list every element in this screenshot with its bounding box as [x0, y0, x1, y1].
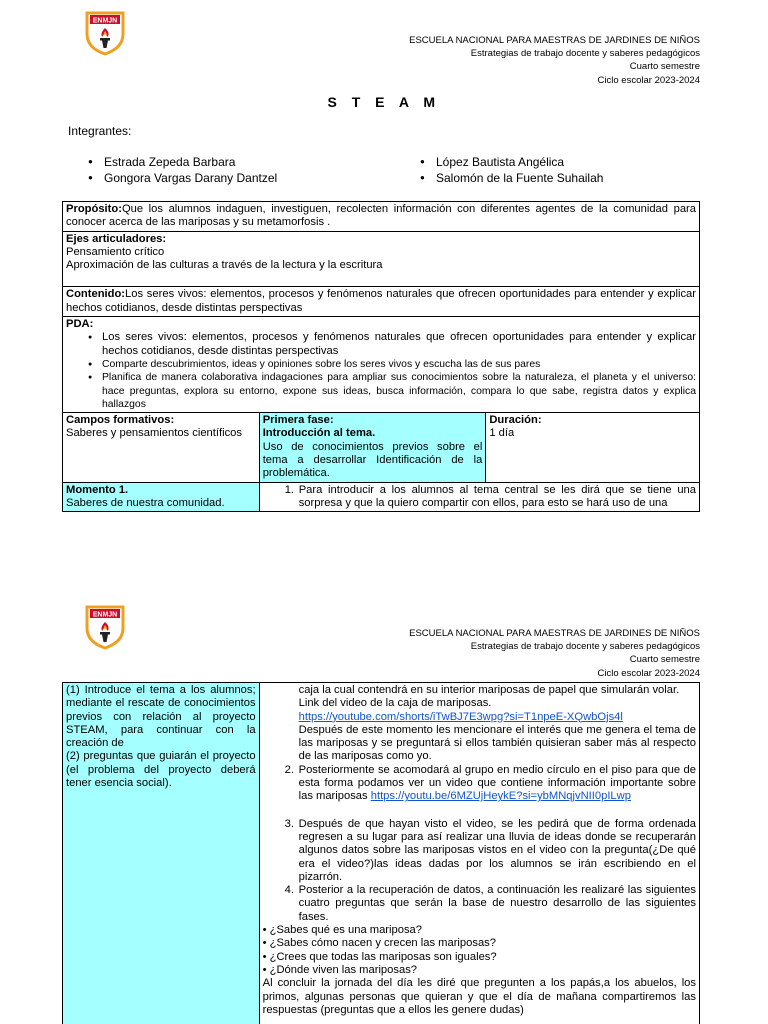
campos-cell — [63, 413, 260, 482]
member-item: ● Estrada Zepeda Barbara — [88, 154, 277, 170]
course-name: Estrategias de trabajo docente y saberes pedagógicos — [470, 48, 700, 60]
proposito-label: Propósito: — [66, 203, 122, 215]
institution-name: ESCUELA NACIONAL PARA MAESTRAS DE JARDINES DE NIÑOS — [409, 35, 700, 46]
table-row — [63, 317, 700, 413]
question-item: • ¿Dónde viven las mariposas? — [262, 963, 418, 976]
activities-cell — [259, 683, 699, 1024]
svg-text:ENMJN: ENMJN — [92, 611, 118, 619]
fase-label: Primera fase: — [262, 414, 334, 427]
document-title: S T E A M — [327, 94, 441, 110]
document-header — [409, 627, 700, 680]
campos-label: Campos formativos: — [66, 414, 175, 427]
pda-list — [88, 331, 696, 411]
closing-text: Al concluir la jornada del día les diré que pregunten a los papás,a los abuelos, los primos, algunas personas que quieran y que el día de mañana compartiremos las respuestas (preguntas que a ellos les genere dudas) — [262, 977, 696, 1016]
lesson-plan-table — [62, 201, 700, 512]
table-row — [63, 202, 700, 232]
school-cycle: Ciclo escolar 2023-2024 — [597, 74, 700, 86]
eje-item: Pensamiento crítico — [66, 245, 165, 258]
institution-name: ESCUELA NACIONAL PARA MAESTRAS DE JARDINES DE NIÑOS — [409, 628, 700, 639]
pda-label: PDA: — [66, 318, 94, 331]
video-label: Link del video de la caja de mariposas. — [298, 697, 492, 710]
course-name: Estrategias de trabajo docente y saberes pedagógicos — [470, 641, 700, 653]
table-row — [63, 683, 700, 1024]
fase-sublabel: Introducción al tema. — [262, 427, 376, 440]
video-link[interactable]: https://youtu.be/6MZUjHeykE?si=ybMNqjvNII0pILwp — [370, 790, 631, 803]
document-header — [409, 34, 700, 87]
members-label: Integrantes: — [68, 124, 132, 138]
semester: Cuarto semestre — [629, 61, 700, 73]
table-row — [63, 287, 700, 317]
question-item: • ¿Sabes cómo nacen y crecen las mariposas? — [262, 937, 496, 950]
activity-step: 1. Para introducir a los alumnos al tema central se les dirá que se tiene una sorpresa y que la quiero compartir con ellos, para esto se hará uso de una — [284, 483, 696, 509]
school-logo — [84, 10, 126, 56]
duracion-label: Duración: — [489, 414, 542, 427]
contenido-label: Contenido: — [66, 288, 126, 301]
question-item: • ¿Sabes qué es una mariposa? — [262, 924, 423, 937]
member-item: ● López Bautista Angélica — [420, 154, 603, 170]
video-link[interactable]: https://youtube.com/shorts/iTwBJ7E3wpg?si=T1npeE-XQwbOjs4l — [298, 710, 623, 723]
activity-step-continued: caja la cual contendrá en su interior mariposas de papel que simularán volar. Link del video de la caja de mariposas. https://youtube.com/shorts/iTwBJ7E3wpg?si=T1npeE-XQwbOjs4l Después de este momento les mencionare el interés que me genera el tema de las mariposas y se preguntará si ellos también quisieran saber más al respecto de las mariposas como yo. — [298, 684, 696, 763]
shield-logo-icon — [84, 10, 126, 56]
contenido-text: Los seres vivos: elementos, procesos y fenómenos naturales que ofrecen oportunidades para entender y explicar hechos cotidianos, desde distintas perspectivas — [66, 288, 696, 314]
momento-cell — [63, 482, 260, 512]
table-row — [63, 482, 700, 512]
eje-item: Aproximación de las culturas a través de la lectura y la escritura — [66, 259, 383, 272]
pda-item: ● Los seres vivos: elementos, procesos y fenómenos naturales que ofrecen oportunidades para entender y explicar hechos cotidianos, desde distintas perspectivas — [88, 331, 696, 358]
school-cycle: Ciclo escolar 2023-2024 — [597, 667, 700, 679]
ejes-cell — [63, 231, 700, 287]
member-item: ● Salomón de la Fuente Suhailah — [420, 170, 603, 186]
activity-step: 2. Posteriormente se acomodará al grupo en medio círculo en el piso para que de esta forma podamos ver un video que contiene información importante sobre las mariposas https://youtu.be/6MZUjHeykE?si=ybMNqjvNII0pILwp — [284, 763, 696, 803]
intro-cell — [63, 683, 260, 1024]
intro-text: (1) Introduce el tema a los alumnos; mediante el rescate de conocimientos previos con relación al proyecto STEAM, para continuar con la creación de — [66, 684, 256, 750]
pda-item: ● Planifica de manera colaborativa indagaciones para ampliar sus conocimientos sobre la naturaleza, el planeta y el universo: hace preguntas, explora su entorno, expone sus ideas, busca información, compara lo que sabe, registra datos y explica hallazgos — [88, 371, 696, 411]
activity-step: 4. Posterior a la recuperación de datos, a continuación les realizaré las siguientes cuatro preguntas que serán la base de nuestro desarrollo de las siguientes fases. — [284, 884, 696, 923]
document-page-2 — [0, 600, 768, 1024]
member-item: ● Gongora Vargas Darany Dantzel — [88, 170, 277, 186]
proposito-cell — [63, 202, 700, 232]
question-item: • ¿Crees que todas las mariposas son iguales? — [262, 950, 497, 963]
momento-text: Saberes de nuestra comunidad. — [66, 496, 225, 509]
ejes-label: Ejes articuladores: — [66, 232, 167, 245]
pda-cell — [63, 317, 700, 413]
duracion-cell — [486, 413, 700, 482]
intro-text-2: (2) preguntas que guiarán el proyecto (el problema del proyecto deberá tener esencia social). — [66, 750, 256, 790]
semester: Cuarto semestre — [629, 654, 700, 666]
duracion-text: 1 día — [489, 427, 515, 440]
momento-label: Momento 1. — [66, 483, 129, 496]
table-row — [63, 413, 700, 482]
campos-text: Saberes y pensamientos científicos — [66, 427, 242, 440]
fase-cell — [259, 413, 486, 482]
pda-item: ● Comparte descubrimientos, ideas y opiniones sobre los seres vivos y escucha las de sus pares — [88, 358, 696, 371]
proposito-text: Que los alumnos indaguen, investiguen, recolecten información con diferentes agentes de la comunidad para conocer acerca de las mariposas y su metamorfosis . — [66, 203, 696, 229]
activities-table — [62, 682, 700, 1024]
school-logo — [84, 604, 126, 650]
fase-text: Uso de conocimientos previos sobre el tema a desarrollar Identificación de la problemática. — [262, 440, 483, 480]
contenido-cell — [63, 287, 700, 317]
svg-text:ENMJN: ENMJN — [92, 17, 118, 25]
page-gap — [0, 540, 768, 600]
activity-step: 3. Después de que hayan visto el video, se les pedirá que de forma ordenada regresen a su lugar para así realizar una lluvia de ideas donde se recuperarán algunos datos sobre las mariposas vistos en el video con la pregunta(¿De qué era el video?)las ideas dadas por los alumnos se irán escribiendo en el pizarrón. — [284, 817, 696, 883]
table-row — [63, 231, 700, 287]
shield-logo-icon — [84, 604, 126, 650]
activities-cell — [259, 482, 699, 512]
